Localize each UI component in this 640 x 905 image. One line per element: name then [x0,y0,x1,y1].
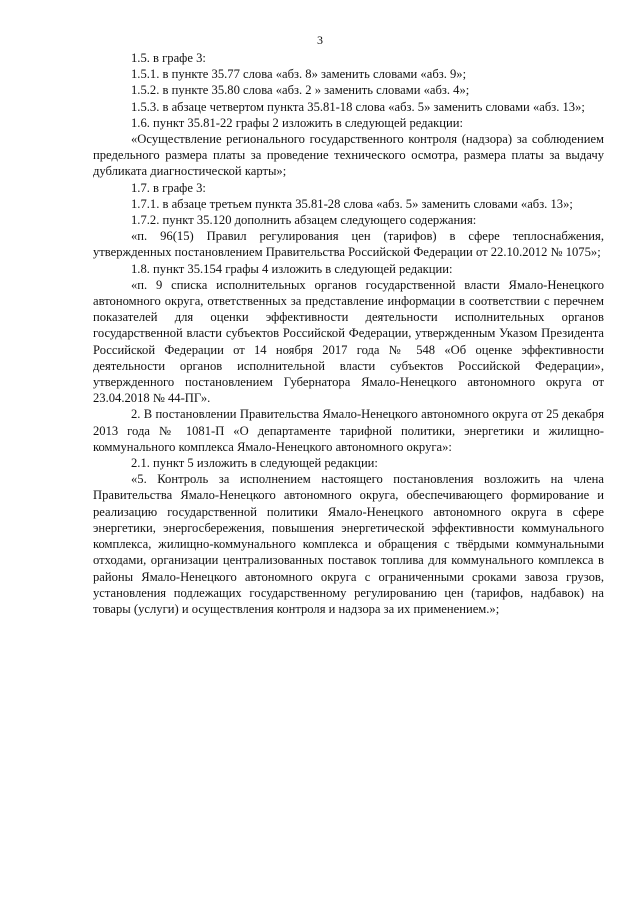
paragraph-1-7: 1.7. в графе 3: [131,180,206,195]
paragraph-1-5: 1.5. в графе 3: [131,51,206,65]
paragraph-1-5-2: 1.5.2. в пункте 35.80 слова «абз. 2 » заменить словами «абз. 4»; [131,83,470,98]
paragraph-1-5-3: 1.5.3. в абзаце четвертом пункта 35.81-18 слова «абз. 5» заменить словами «абз. 13»; [131,99,585,114]
quote-2-1: «5. Контроль за исполнением настоящего постановления возложить на члена Правительства Ямало-Ненецкого автономного округа, обеспечивающего формирование и реализацию государственной политики Ямало-Ненецкого автономного округа в сфере энергетики, энергосбережения, повышения энергетической эффективности коммунального комплекса, жилищно-коммунального комплекса и обращения с твёрдыми коммунальными отходами, организации централизованных поставок топлива для коммунального комплекса в районы Ямало-Ненецкого автономного округа с ограниченными сроками завоза грузов, установления подлежащих государственному регулированию цен (тарифов, надбавок) на товары (услуги) и осуществления контроля и надзора за их применением.»; [93,472,604,616]
paragraph-1-8: 1.8. пункт 35.154 графы 4 изложить в следующей редакции: [131,261,453,276]
page-number: 3 [317,33,323,47]
paragraph-2: 2. В постановлении Правительства Ямало-Ненецкого автономного округа от 25 декабря 2013 года № 1081-П «О департаменте тарифной политики, энергетики и жилищно-коммунального комплекса Ямало-Ненецкого автономного округа»: [93,407,604,454]
paragraph-1-6: 1.6. пункт 35.81-22 графы 2 изложить в следующей редакции: [131,115,464,130]
paragraph-2-1: 2.1. пункт 5 изложить в следующей редакции: [131,456,378,471]
paragraph-1-5-1: 1.5.1. в пункте 35.77 слова «абз. 8» заменить словами «абз. 9»; [131,67,467,82]
document-body [93,50,604,617]
paragraph-1-7-1: 1.7.1. в абзаце третьем пункта 35.81-28 слова «абз. 5» заменить словами «абз. 13»; [131,196,573,211]
quote-1-6: «Осуществление регионального государственного контроля (надзора) за соблюдением предельного размера платы за проведение технического осмотра, размера платы за выдачу дубликата диагностической карты»; [93,132,604,179]
paragraph-1-7-2: 1.7.2. пункт 35.120 дополнить абзацем следующего содержания: [131,213,477,228]
quote-1-7-2: «п. 96(15) Правил регулирования цен (тарифов) в сфере теплоснабжения, утвержденных постановлением Правительства Российской Федерации от 22.10.2012 № 1075»; [93,229,604,260]
quote-1-8: «п. 9 списка исполнительных органов государственной власти Ямало-Ненецкого автономного округа, ответственных за представление информации в соответствии с перечнем показателей для оценки эффективности деятельности исполнительных органов государственной власти субъектов Российской Федерации, утвержденным Указом Президента Российской Федерации от 14 ноября 2017 года № 548 «Об оценке эффективности деятельности органов исполнительной власти субъектов Российской Федерации», утвержденного постановлением Губернатора Ямало-Ненецкого автономного округа от 23.04.2018 № 44-ПГ». [93,277,604,406]
